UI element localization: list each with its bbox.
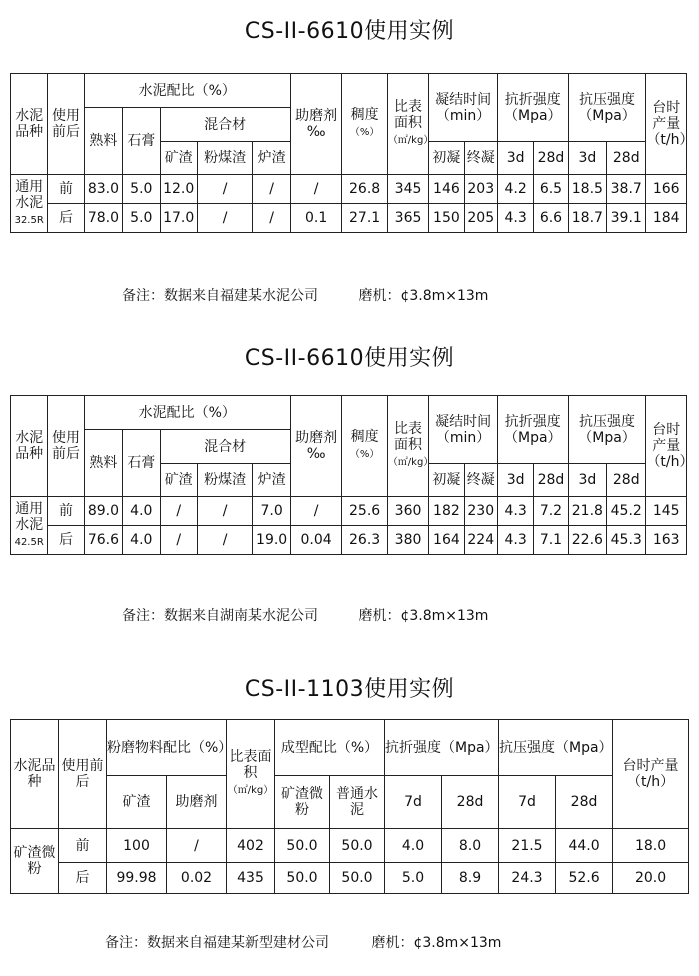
cell-flyash: /: [197, 175, 253, 204]
cell-usage: 前: [59, 829, 107, 863]
header-flexural: 抗折强度（Mpa）: [385, 720, 499, 776]
header-flyash: 粉煤渣: [197, 142, 253, 175]
header-comp-3d: 3d: [568, 464, 606, 497]
cell-ordinary-cement: 50.0: [330, 829, 385, 863]
cement-name-cell: [11, 497, 48, 555]
header-comp-28d: 28d: [607, 464, 646, 497]
cell-slag: 100: [107, 829, 167, 863]
note-mill: 磨机：¢3.8m×13m: [358, 288, 489, 304]
header-grinding-aid: [290, 74, 342, 175]
cell-aid: /: [290, 497, 342, 526]
section-3-note: [105, 932, 501, 952]
cell-clinker: 78.0: [84, 204, 122, 233]
cell-slag-powder: 50.0: [275, 829, 330, 863]
header-comp-28d: 28d: [607, 142, 646, 175]
header-flex-28d: 28d: [534, 142, 568, 175]
cell-initial: 146: [429, 175, 464, 204]
note-source: 备注：数据来自湖南某水泥公司: [122, 608, 318, 624]
header-initial: 初凝: [429, 142, 464, 175]
header-clinker: 熟料: [84, 430, 122, 497]
header-consistency: [342, 396, 387, 497]
header-output: [613, 720, 689, 829]
cell-aid: 0.02: [167, 863, 227, 894]
cell-comp-28d: 52.6: [556, 863, 613, 894]
section-2-table: [10, 395, 694, 555]
cell-flex-7d: 4.0: [385, 829, 442, 863]
cell-output: 184: [646, 204, 687, 233]
cell-aid: 0.04: [290, 526, 342, 555]
cell-flex-28d: 8.9: [442, 863, 499, 894]
header-comp-3d: 3d: [568, 142, 606, 175]
header-flex-28d: 28d: [534, 464, 568, 497]
header-cement-ratio: 水泥配比（%）: [84, 74, 290, 108]
header-grind-ratio: 粉磨物料配比（%）: [107, 720, 227, 776]
header-flex-7d: 7d: [385, 776, 442, 829]
header-flex-28d: 28d: [442, 776, 499, 829]
note-mill: 磨机：¢3.8m×13m: [371, 935, 502, 951]
cell-consistency: 26.8: [342, 175, 387, 204]
cell-comp-28d: 38.7: [607, 175, 646, 204]
cell-flyash: /: [197, 526, 253, 555]
cell-comp-28d: 44.0: [556, 829, 613, 863]
cell-slag: 99.98: [107, 863, 167, 894]
cell-surface: 360: [387, 497, 428, 526]
header-flex-3d: 3d: [497, 142, 533, 175]
cell-flex-28d: 7.2: [534, 497, 568, 526]
section-3-title: CS-II-1103使用实例: [244, 677, 455, 702]
cell-usage: 前: [48, 175, 84, 204]
header-slag: 矿渣: [160, 142, 197, 175]
header-final: 终凝: [464, 464, 497, 497]
header-form-ratio: 成型配比（%）: [275, 720, 385, 776]
header-ordinary-cement: 普通水泥: [330, 776, 385, 829]
cell-comp-28d: 45.2: [607, 497, 646, 526]
consistency-label: 稠度: [350, 429, 379, 445]
section-3-table: [10, 719, 689, 894]
note-source: 备注：数据来自福建某水泥公司: [122, 288, 318, 304]
cell-ordinary-cement: 50.0: [330, 863, 385, 894]
aid-label: 助磨剂: [295, 430, 338, 446]
section-1-title: CS-II-6610使用实例: [244, 19, 455, 44]
header-furnace: 炉渣: [253, 142, 290, 175]
cell-furnace: /: [253, 175, 290, 204]
header-surface-area: [387, 396, 434, 497]
output-label: 台时产量: [622, 758, 679, 774]
cell-flex-28d: 7.1: [534, 526, 568, 555]
cell-output: 145: [646, 497, 687, 526]
header-cement-type: 水泥品种: [11, 396, 48, 497]
cell-usage: 后: [59, 863, 107, 894]
cell-surface: 365: [387, 204, 428, 233]
surface-unit: （㎡/kg）: [387, 135, 434, 146]
cell-surface: 435: [227, 863, 275, 894]
table-row: [11, 175, 687, 204]
header-slag: 矿渣: [107, 776, 167, 829]
cell-comp-28d: 45.3: [607, 526, 646, 555]
cell-surface: 345: [387, 175, 428, 204]
cell-surface: 380: [387, 526, 428, 555]
output-unit: （t/h）: [626, 774, 675, 790]
header-usage: 使用前后: [48, 396, 84, 497]
cell-comp-3d: 21.8: [568, 497, 606, 526]
header-aid: 助磨剂: [167, 776, 227, 829]
header-flex-3d: 3d: [497, 464, 533, 497]
cell-slag-powder: 50.0: [275, 863, 330, 894]
cell-comp-28d: 39.1: [607, 204, 646, 233]
cell-furnace: 7.0: [253, 497, 290, 526]
cell-slag: /: [160, 526, 197, 555]
header-usage: 使用前后: [48, 74, 84, 175]
header-initial: 初凝: [429, 464, 464, 497]
table-row: [11, 526, 687, 555]
header-flexural: 抗折强度（Mpa）: [497, 396, 568, 464]
cell-flex-3d: 4.3: [497, 204, 533, 233]
cell-flyash: /: [197, 204, 253, 233]
consistency-unit: （%）: [349, 127, 380, 138]
table-row: [11, 863, 689, 894]
cell-flex-7d: 5.0: [385, 863, 442, 894]
output-unit: （t/h）: [646, 454, 694, 470]
header-compressive: 抗压强度（Mpa）: [499, 720, 613, 776]
header-mix: 混合材: [160, 430, 290, 464]
cell-consistency: 27.1: [342, 204, 387, 233]
header-grinding-aid: [290, 396, 342, 497]
cell-aid: /: [167, 829, 227, 863]
surface-label: 比表面积: [394, 421, 423, 453]
cell-initial: 164: [429, 526, 464, 555]
note-mill: 磨机：¢3.8m×13m: [358, 608, 489, 624]
cell-flex-3d: 4.3: [497, 526, 533, 555]
header-clinker: 熟料: [84, 108, 122, 175]
cell-flyash: /: [197, 497, 253, 526]
cell-output: 18.0: [613, 829, 689, 863]
cell-usage: 前: [48, 497, 84, 526]
table-row: [11, 497, 687, 526]
cement-name-cell: [11, 175, 48, 233]
cell-usage: 后: [48, 526, 84, 555]
cell-usage: 后: [48, 204, 84, 233]
note-source: 备注：数据来自福建某新型建材公司: [105, 935, 329, 951]
header-flexural: 抗折强度（Mpa）: [497, 74, 568, 142]
header-furnace: 炉渣: [253, 464, 290, 497]
header-cement-ratio: 水泥配比（%）: [84, 396, 290, 430]
section-2-note: [122, 605, 488, 625]
table-row: [11, 829, 689, 863]
cell-consistency: 25.6: [342, 497, 387, 526]
header-flyash: 粉煤渣: [197, 464, 253, 497]
surface-label: 比表面积: [394, 99, 423, 131]
cell-gypsum: 5.0: [123, 204, 160, 233]
section-1-table: [10, 73, 694, 233]
cell-output: 166: [646, 175, 687, 204]
cell-clinker: 83.0: [84, 175, 122, 204]
header-final: 终凝: [464, 142, 497, 175]
header-comp-28d: 28d: [556, 776, 613, 829]
cell-initial: 150: [429, 204, 464, 233]
cell-comp-7d: 21.5: [499, 829, 556, 863]
cell-slag: /: [160, 497, 197, 526]
cement-name: 通用水泥: [15, 178, 44, 211]
cell-initial: 182: [429, 497, 464, 526]
surface-unit: （㎡/kg）: [227, 785, 274, 796]
cell-gypsum: 4.0: [123, 497, 160, 526]
header-compressive: 抗压强度（Mpa）: [568, 396, 646, 464]
cell-clinker: 76.6: [84, 526, 122, 555]
surface-unit: （㎡/kg）: [387, 457, 434, 468]
cell-comp-7d: 24.3: [499, 863, 556, 894]
cell-flex-3d: 4.2: [497, 175, 533, 204]
header-slag-powder: 矿渣微粉: [275, 776, 330, 829]
section-2-title: CS-II-6610使用实例: [244, 346, 455, 371]
cell-output: 20.0: [613, 863, 689, 894]
cell-gypsum: 4.0: [123, 526, 160, 555]
cell-final: 205: [464, 204, 497, 233]
header-output: [646, 74, 694, 175]
cement-name: 矿渣微粉: [11, 829, 59, 894]
cell-furnace: 19.0: [253, 526, 290, 555]
header-surface-area: [387, 74, 434, 175]
cell-flex-28d: 8.0: [442, 829, 499, 863]
consistency-label: 稠度: [350, 107, 379, 123]
cement-name: 通用水泥: [15, 500, 44, 533]
header-compressive: 抗压强度（Mpa）: [568, 74, 646, 142]
cell-clinker: 89.0: [84, 497, 122, 526]
cell-final: 230: [464, 497, 497, 526]
cell-aid: 0.1: [290, 204, 342, 233]
surface-label: 比表面积: [229, 749, 272, 781]
consistency-unit: （%）: [349, 449, 380, 460]
header-usage: 使用前后: [59, 720, 107, 829]
cell-consistency: 26.3: [342, 526, 387, 555]
output-label: 台时产量: [652, 422, 681, 454]
header-cement-type: 水泥品种: [11, 74, 48, 175]
cell-aid: /: [290, 175, 342, 204]
cell-final: 224: [464, 526, 497, 555]
header-gypsum: 石膏: [123, 430, 160, 497]
cell-slag: 12.0: [160, 175, 197, 204]
aid-unit: ‰: [306, 446, 326, 462]
section-1-note: [122, 285, 488, 305]
table-row: [11, 204, 687, 233]
cell-flex-3d: 4.3: [497, 497, 533, 526]
header-surface-area: [227, 720, 275, 829]
cell-flex-28d: 6.5: [534, 175, 568, 204]
cement-grade: 32.5R: [14, 214, 44, 226]
header-output: [646, 396, 694, 497]
cell-output: 163: [646, 526, 687, 555]
cell-comp-3d: 18.7: [568, 204, 606, 233]
header-setting-time: 凝结时间（min）: [429, 396, 498, 464]
header-comp-7d: 7d: [499, 776, 556, 829]
cell-furnace: /: [253, 204, 290, 233]
cell-slag: 17.0: [160, 204, 197, 233]
header-setting-time: 凝结时间（min）: [429, 74, 498, 142]
aid-unit: ‰: [306, 124, 326, 140]
cell-surface: 402: [227, 829, 275, 863]
output-label: 台时产量: [652, 100, 681, 132]
aid-label: 助磨剂: [295, 108, 338, 124]
header-slag: 矿渣: [160, 464, 197, 497]
cement-grade: 42.5R: [14, 536, 44, 548]
output-unit: （t/h）: [646, 132, 694, 148]
cell-flex-28d: 6.6: [534, 204, 568, 233]
header-gypsum: 石膏: [123, 108, 160, 175]
cell-comp-3d: 18.5: [568, 175, 606, 204]
header-cement-type: 水泥品种: [11, 720, 59, 829]
cell-comp-3d: 22.6: [568, 526, 606, 555]
header-consistency: [342, 74, 387, 175]
cell-final: 203: [464, 175, 497, 204]
cell-gypsum: 5.0: [123, 175, 160, 204]
header-mix: 混合材: [160, 108, 290, 142]
